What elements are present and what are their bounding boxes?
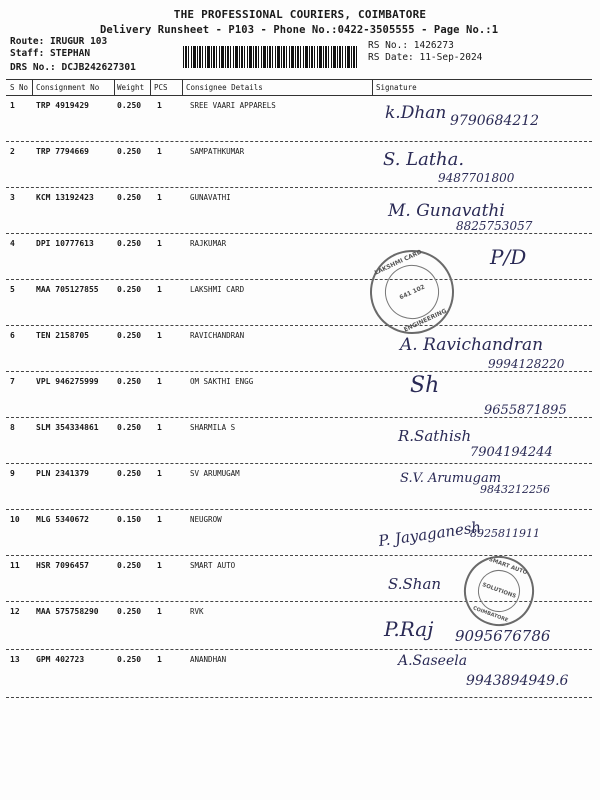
- header-bottom-rule: [6, 95, 592, 96]
- row-pcs: 1: [157, 101, 162, 110]
- row-pcs: 1: [157, 561, 162, 570]
- signature-phone: 8825753057: [456, 219, 533, 233]
- row-sno: 6: [10, 331, 15, 340]
- signature-name: M. Gunavathi: [388, 201, 505, 221]
- row-consignment: SLM 354334861: [36, 423, 99, 432]
- row-consignment: GPM 402723: [36, 655, 85, 664]
- col-divider: [182, 79, 183, 95]
- signature-name: R.Sathish: [398, 427, 472, 445]
- signature-name: A.Saseela: [398, 653, 468, 669]
- row-pcs: 1: [157, 331, 162, 340]
- route-label: Route: IRUGUR 103: [10, 36, 108, 47]
- row-consignment: MAA 705127855: [36, 285, 99, 294]
- rs-number: RS No.: 1426273: [368, 40, 454, 51]
- col-divider: [32, 79, 33, 95]
- row-weight: 0.250: [117, 423, 142, 432]
- row-weight: 0.150: [117, 515, 142, 524]
- row-consignee: SV ARUMUGAM: [190, 469, 240, 478]
- col-pcs: PCS: [154, 83, 168, 92]
- row-consignee: ANANDHAN: [190, 655, 227, 664]
- signature-phone: 9943894949.6: [466, 673, 569, 689]
- row-divider: [6, 187, 592, 188]
- row-weight: 0.250: [117, 147, 142, 156]
- signature-phone: 9843212256: [480, 483, 550, 496]
- col-sno: S No: [10, 83, 29, 92]
- row-consignee: RVK: [190, 607, 204, 616]
- row-consignment: HSR 7096457: [36, 561, 89, 570]
- row-consignment: TRP 7794669: [36, 147, 89, 156]
- col-signature: Signature: [376, 83, 417, 92]
- stamp-line-1: SMART AUTO: [487, 556, 528, 577]
- table-row: [0, 285, 600, 330]
- row-sno: 2: [10, 147, 15, 156]
- rs-date: RS Date: 11-Sep-2024: [368, 52, 483, 63]
- row-sno: 1: [10, 101, 15, 110]
- row-consignment: TRP 4919429: [36, 101, 89, 110]
- row-sno: 8: [10, 423, 15, 432]
- signature-name: P. Jayaganesh: [377, 517, 483, 551]
- row-consignment: MAA 575758290: [36, 607, 99, 616]
- row-weight: 0.250: [117, 239, 142, 248]
- col-consignee: Consignee Details: [186, 83, 263, 92]
- signature-name: S.Shan: [388, 575, 442, 593]
- row-pcs: 1: [157, 147, 162, 156]
- row-pcs: 1: [157, 239, 162, 248]
- signature-phone: 7904194244: [470, 445, 553, 460]
- table-row: [0, 239, 600, 284]
- row-divider: [6, 417, 592, 418]
- row-sno: 12: [10, 607, 20, 616]
- row-sno: 10: [10, 515, 20, 524]
- row-divider: [6, 141, 592, 142]
- row-consignee: RAJKUMAR: [190, 239, 227, 248]
- table-row: [0, 515, 600, 560]
- stamp-line-3: ENGINEERING: [402, 307, 448, 334]
- row-divider: [6, 233, 592, 234]
- col-weight: Weight: [117, 83, 145, 92]
- row-divider: [6, 371, 592, 372]
- row-consignment: DPI 10777613: [36, 239, 94, 248]
- signature-name: Sh: [410, 373, 440, 398]
- signature-phone: 8925811911: [470, 527, 540, 540]
- signature-name: A. Ravichandran: [400, 335, 544, 355]
- row-consignee: SMART AUTO: [190, 561, 236, 570]
- signature-phone: 9790684212: [450, 113, 540, 129]
- row-pcs: 1: [157, 655, 162, 664]
- col-consignment: Consignment No: [36, 83, 100, 92]
- row-consignee: GUNAVATHI: [190, 193, 231, 202]
- row-consignment: KCM 13192423: [36, 193, 94, 202]
- row-pcs: 1: [157, 423, 162, 432]
- row-pcs: 1: [157, 193, 162, 202]
- signature-phone: 9487701800: [438, 171, 515, 185]
- row-weight: 0.250: [117, 331, 142, 340]
- row-pcs: 1: [157, 469, 162, 478]
- table-row: [0, 655, 600, 700]
- row-sno: 3: [10, 193, 15, 202]
- staff-label: Staff: STEPHAN: [10, 48, 91, 59]
- row-consignee: SHARMILA S: [190, 423, 236, 432]
- row-consignee: LAKSHMI CARD: [190, 285, 245, 294]
- runsheet-subtitle: Delivery Runsheet - P103 - Phone No.:0422-3505555 - Page No.:1: [100, 24, 499, 36]
- row-consignee: SREE VAARI APPARELS: [190, 101, 276, 110]
- signature-name: S. Latha.: [383, 149, 465, 170]
- table-row: [0, 607, 600, 652]
- row-consignee: RAVICHANDRAN: [190, 331, 245, 340]
- barcode: [183, 46, 358, 68]
- signature-phone: 9994128220: [488, 357, 565, 371]
- row-sno: 4: [10, 239, 15, 248]
- row-consignee: NEUGROW: [190, 515, 222, 524]
- stamp-line-1: LAKSHMI CARD: [373, 248, 424, 277]
- row-weight: 0.250: [117, 469, 142, 478]
- row-weight: 0.250: [117, 101, 142, 110]
- table-row: [0, 147, 600, 192]
- row-consignee: SAMPATHKUMAR: [190, 147, 245, 156]
- signature-name: P.Raj: [384, 617, 434, 641]
- document-title: THE PROFESSIONAL COURIERS, COIMBATORE: [173, 8, 427, 21]
- stamp-line-2: 641 102: [398, 283, 426, 301]
- row-consignment: PLN 2341379: [36, 469, 89, 478]
- row-pcs: 1: [157, 515, 162, 524]
- row-pcs: 1: [157, 285, 162, 294]
- row-weight: 0.250: [117, 377, 142, 386]
- row-weight: 0.250: [117, 193, 142, 202]
- row-divider: [6, 649, 592, 650]
- row-weight: 0.250: [117, 607, 142, 616]
- table-row: [0, 423, 600, 468]
- table-row: [0, 373, 600, 422]
- signature-phone: 9655871895: [484, 403, 567, 418]
- row-sno: 9: [10, 469, 15, 478]
- row-sno: 11: [10, 561, 20, 570]
- col-divider: [150, 79, 151, 95]
- signature-name: S.V. Arumugam: [400, 471, 502, 486]
- row-divider: [6, 697, 592, 698]
- row-consignment: TEN 2158705: [36, 331, 89, 340]
- row-consignment: MLG 5340672: [36, 515, 89, 524]
- stamp-line-3: COIMBATORE: [472, 605, 509, 624]
- row-pcs: 1: [157, 377, 162, 386]
- row-sno: 13: [10, 655, 20, 664]
- table-row: [0, 101, 600, 146]
- col-divider: [372, 79, 373, 95]
- stamp-line-2: SOLUTIONS: [481, 582, 517, 600]
- header-top-rule: [6, 79, 592, 80]
- signature-mark: P/D: [490, 245, 527, 269]
- row-sno: 5: [10, 285, 15, 294]
- signature-phone: 9095676786: [455, 627, 551, 645]
- row-divider: [6, 279, 592, 280]
- row-divider: [6, 463, 592, 464]
- row-consignment: VPL 946275999: [36, 377, 99, 386]
- row-pcs: 1: [157, 607, 162, 616]
- signature-name: k.Dhan: [385, 103, 447, 123]
- row-sno: 7: [10, 377, 15, 386]
- table-row: [0, 469, 600, 514]
- drs-number: DRS No.: DCJB242627301: [10, 62, 136, 73]
- row-weight: 0.250: [117, 285, 142, 294]
- row-divider: [6, 509, 592, 510]
- table-row: [0, 193, 600, 238]
- row-weight: 0.250: [117, 561, 142, 570]
- table-row: [0, 331, 600, 376]
- row-divider: [6, 325, 592, 326]
- col-divider: [114, 79, 115, 95]
- row-weight: 0.250: [117, 655, 142, 664]
- row-consignee: OM SAKTHI ENGG: [190, 377, 254, 386]
